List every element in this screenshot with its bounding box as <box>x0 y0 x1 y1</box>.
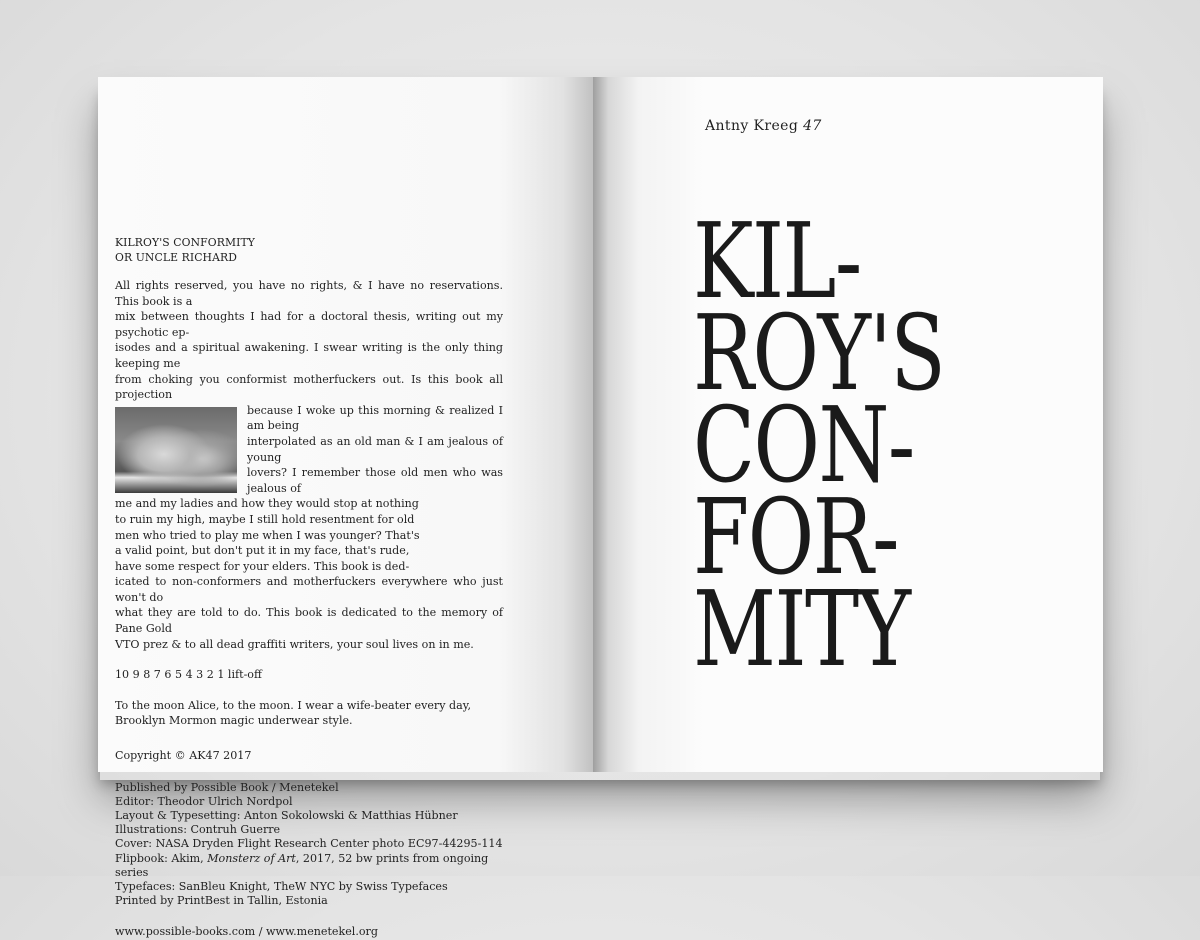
author-label: Antny Kreeg <box>705 118 804 134</box>
flipbook-suffix: , 2017, 52 bw prints from ongoing series <box>115 851 489 879</box>
paragraph-line: because I woke up this morning & realized I am being <box>247 403 503 433</box>
flipbook-prefix: Flipbook: Akim, <box>115 851 208 865</box>
title-line: ROY'S <box>693 292 945 414</box>
paragraph-line: All rights reserved, you have no rights, & I have no reservations. This book is a <box>115 279 503 308</box>
paragraph-line: from choking you conformist motherfuckers out. Is this book all projection <box>115 372 503 402</box>
credit-line: Published by Possible Book / Menetekel <box>115 780 339 794</box>
heading-line-2: OR UNCLE RICHARD <box>115 251 237 264</box>
author-number: 47 <box>803 118 822 134</box>
paragraph-line: men who tried to play me when I was younger? That's <box>115 528 420 542</box>
credits <box>115 781 503 909</box>
credit-line: Printed by PrintBest in Tallin, Estonia <box>115 894 328 908</box>
book-title <box>693 200 1113 690</box>
right-page <box>593 77 1103 772</box>
title-line: FOR- <box>693 476 899 598</box>
website-urls: www.possible-books.com / www.menetekel.org <box>115 925 378 939</box>
credit-line: Editor: Theodor Ulrich Nordpol <box>115 794 293 808</box>
author-name <box>705 118 822 134</box>
heading-line-1: KILROY'S CONFORMITY <box>115 236 255 249</box>
copyright: Copyright © AK47 2017 <box>115 749 252 763</box>
paragraph-line: to ruin my high, maybe I still hold resentment for old <box>115 512 415 526</box>
title-line: CON- <box>693 384 914 506</box>
colophon <box>115 235 503 940</box>
paragraph-line: isodes and a spiritual awakening. I swear writing is the only thing keeping me <box>115 341 503 370</box>
paragraph-line: me and my ladies and how they would stop at nothing <box>115 497 419 511</box>
moon-line-1: To the moon Alice, to the moon. I wear a wife-beater every day, <box>115 698 472 712</box>
credit-line: Layout & Typesetting: Anton Sokolowski & Matthias Hübner <box>115 809 458 823</box>
flipbook-credit <box>115 852 503 880</box>
intro-paragraph <box>115 278 503 652</box>
left-page <box>98 77 598 939</box>
paragraph-line: a valid point, but don't put it in my face, that's rude, <box>115 544 410 558</box>
moon-line-2: Brooklyn Mormon magic underwear style. <box>115 714 353 728</box>
flipbook-title: Monsterz of Art <box>207 851 296 865</box>
credit-line: Illustrations: Contruh Guerre <box>115 823 281 837</box>
book-heading <box>115 235 503 265</box>
paragraph-line: VTO prez & to all dead graffiti writers, your soul lives on in me. <box>115 637 474 651</box>
paragraph-line: have some respect for your elders. This book is ded- <box>115 559 410 573</box>
paragraph-line: icated to non-conformers and motherfuckers everywhere who just won't do <box>115 575 503 604</box>
paragraph-line: what they are told to do. This book is dedicated to the memory of Pane Gold <box>115 606 503 636</box>
paragraph-line: mix between thoughts I had for a doctoral thesis, writing out my psychotic ep- <box>115 310 503 339</box>
hands-photo <box>115 407 237 493</box>
title-line: KIL- <box>693 200 861 322</box>
title-line: MITY <box>693 568 910 690</box>
countdown: 10 9 8 7 6 5 4 3 2 1 lift-off <box>115 668 262 682</box>
paragraph-line: lovers? I remember those old men who was jealous of <box>247 466 503 495</box>
credit-line: Typefaces: SanBleu Knight, TheW NYC by Swiss Typefaces <box>115 880 448 894</box>
paragraph-line: interpolated as an old man & I am jealous of young <box>247 434 503 464</box>
credit-line: Cover: NASA Dryden Flight Research Center photo EC97-44295-114 <box>115 837 503 851</box>
moon-dedication <box>115 698 503 729</box>
